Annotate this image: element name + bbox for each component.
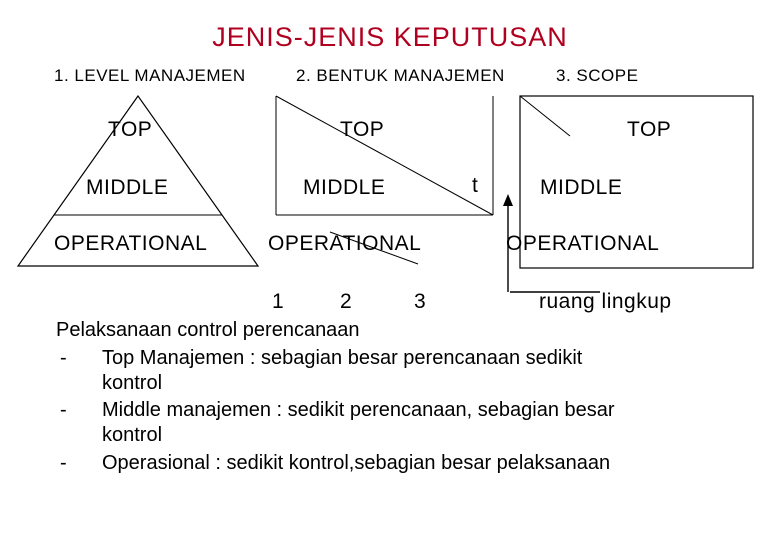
note-item-top-line2: kontrol [102, 372, 163, 394]
note-dash: - [60, 452, 67, 474]
bentuk-number-3: 3 [414, 290, 427, 313]
bentuk-number-1: 1 [272, 290, 285, 313]
note-dash: - [60, 399, 67, 421]
note-dash: - [60, 347, 67, 369]
bentuk-label-middle: MIDDLE [303, 176, 386, 199]
page-title: JENIS-JENIS KEPUTUSAN [212, 22, 568, 52]
header-scope: 3. SCOPE [556, 66, 639, 85]
scope-arrowhead-up [503, 194, 513, 206]
scope-axis-label: ruang lingkup [539, 290, 672, 313]
note-item-top-line1: Top Manajemen : sebagian besar perencanaan sedikit [102, 347, 583, 369]
pyramid-label-top: TOP [108, 118, 153, 141]
scope-diagonal [520, 96, 570, 136]
pyramid-label-operational: OPERATIONAL [54, 232, 208, 255]
note-item-operational-line1: Operasional : sedikit kontrol,sebagian besar pelaksanaan [102, 452, 611, 474]
header-level-manajemen: 1. LEVEL MANAJEMEN [54, 66, 246, 85]
header-bentuk-manajemen: 2. BENTUK MANAJEMEN [296, 66, 505, 85]
scope-label-middle: MIDDLE [540, 176, 623, 199]
scope-label-operational: OPERATIONAL [506, 232, 660, 255]
scope-label-top: TOP [627, 118, 672, 141]
notes-heading: Pelaksanaan control perencanaan [56, 319, 360, 341]
bentuk-number-2: 2 [340, 290, 353, 313]
note-item-middle-line1: Middle manajemen : sedikit perencanaan, sebagian besar [102, 399, 615, 421]
pyramid-label-middle: MIDDLE [86, 176, 169, 199]
bentuk-label-t: t [472, 174, 479, 197]
bentuk-label-operational: OPERATIONAL [268, 232, 422, 255]
note-item-middle-line2: kontrol [102, 424, 163, 446]
bentuk-label-top: TOP [340, 118, 385, 141]
